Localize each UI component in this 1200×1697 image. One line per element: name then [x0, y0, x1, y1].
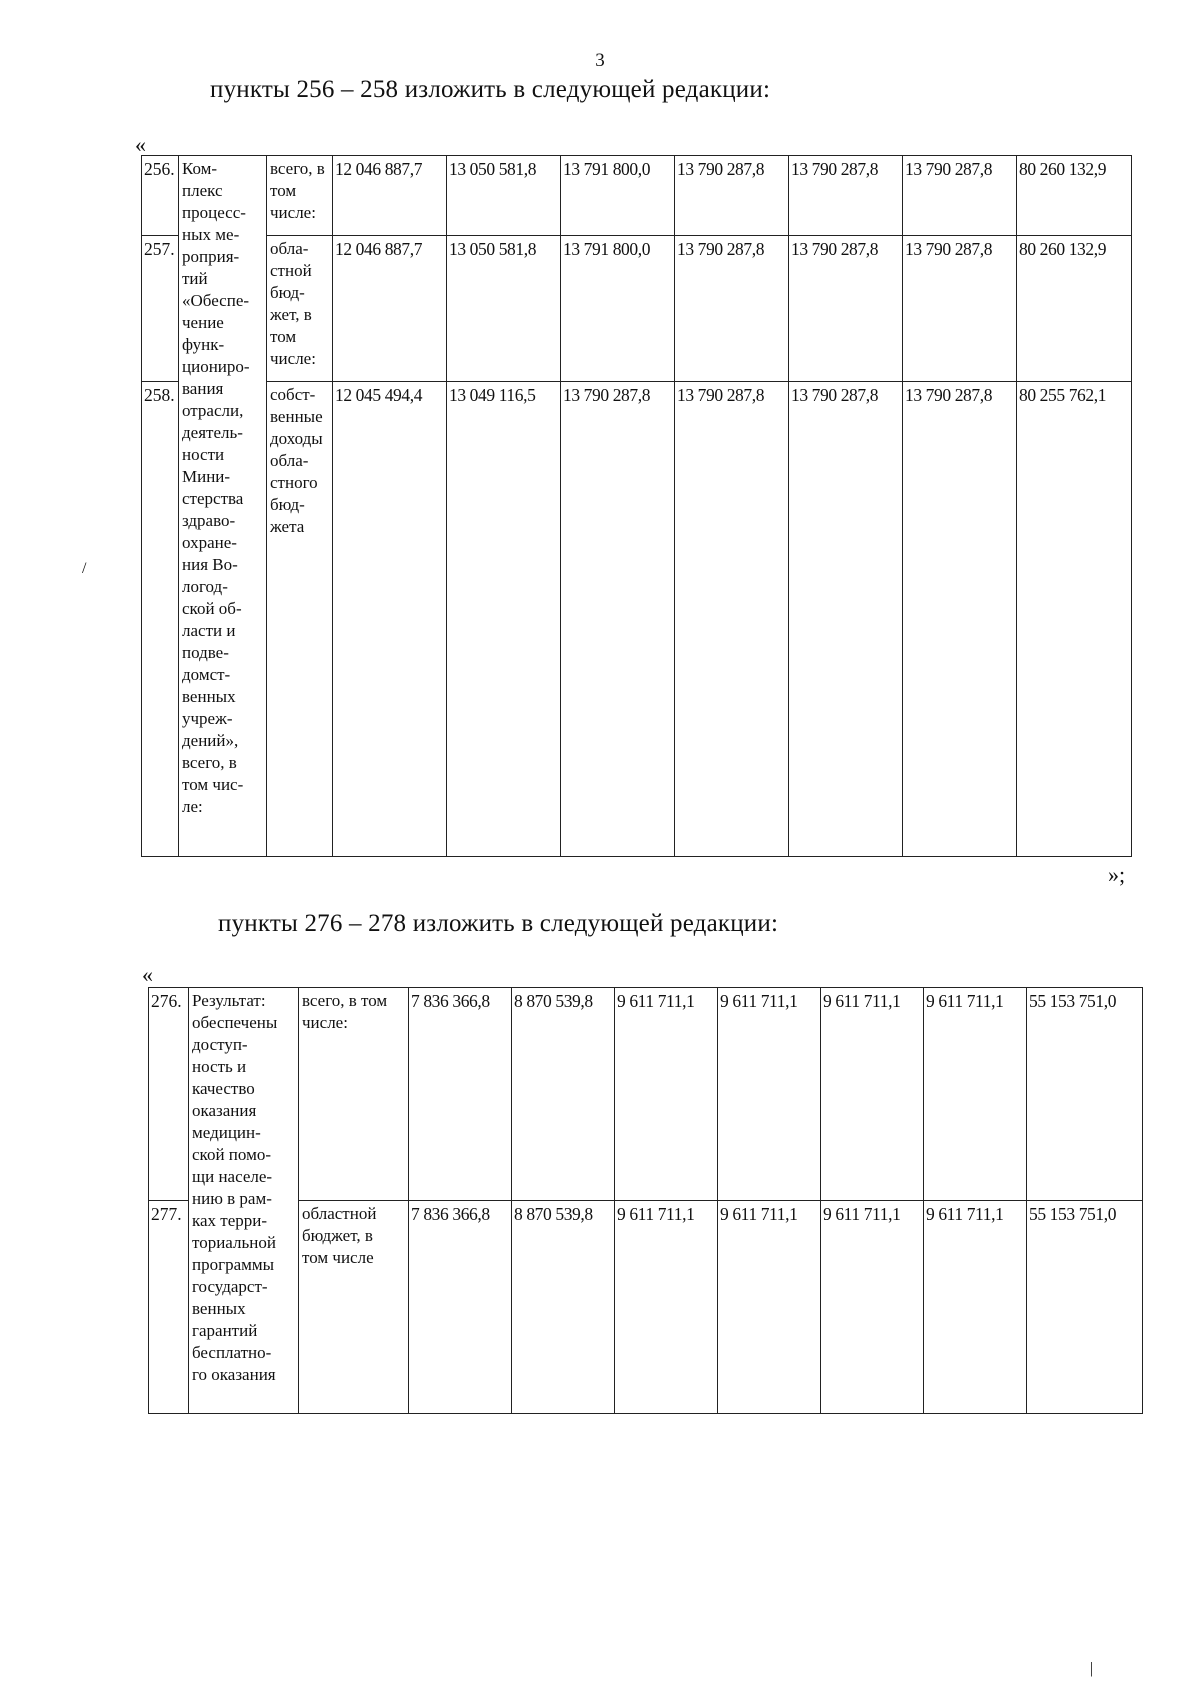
text-line: ность и — [192, 1057, 247, 1076]
text-line: числе: — [302, 1013, 348, 1032]
text-line: циониро- — [182, 357, 250, 376]
funding-source-text — [270, 384, 330, 538]
table-row — [149, 988, 1143, 1201]
text-line: охране- — [182, 533, 237, 552]
section1-open-quote: « — [135, 132, 146, 157]
value-cell: 13 790 287,8 — [675, 382, 789, 857]
text-line: венных — [192, 1299, 246, 1318]
text-line: логод- — [182, 577, 228, 596]
text-line: бесплатно- — [192, 1343, 272, 1362]
text-line: областной — [302, 1204, 377, 1223]
text-line: нию в рам- — [192, 1189, 272, 1208]
text-line: жет, в — [270, 305, 312, 324]
text-line: государст- — [192, 1277, 268, 1296]
value-cell: 13 790 287,8 — [789, 236, 903, 382]
text-line: тий — [182, 269, 208, 288]
funding-source-cell — [299, 1201, 409, 1414]
value-cell: 9 611 711,1 — [821, 1201, 924, 1414]
text-line: роприя- — [182, 247, 240, 266]
text-line: го оказания — [192, 1365, 276, 1384]
text-line: бюд- — [270, 495, 305, 514]
text-line: «Обеспе- — [182, 291, 250, 310]
total-value-cell: 55 153 751,0 — [1027, 988, 1143, 1201]
table-row — [142, 382, 1132, 857]
value-cell: 13 791 800,0 — [561, 156, 675, 236]
total-value-cell: 80 260 132,9 — [1017, 156, 1132, 236]
row-index: 276. — [149, 988, 189, 1201]
text-line: чение — [182, 313, 224, 332]
value-cell: 12 045 494,4 — [333, 382, 447, 857]
row-index: 257. — [142, 236, 179, 382]
value-cell: 13 790 287,8 — [675, 236, 789, 382]
text-line: подве- — [182, 643, 229, 662]
text-line: программы — [192, 1255, 275, 1274]
row-index: 256. — [142, 156, 179, 236]
funding-source-text — [302, 1203, 406, 1269]
table-row — [142, 236, 1132, 382]
text-line: ках терри- — [192, 1211, 268, 1230]
text-line: ния Во- — [182, 555, 238, 574]
text-line: бюд- — [270, 283, 305, 302]
text-line: Результат: — [192, 991, 266, 1010]
text-line: доходы — [270, 429, 323, 448]
value-cell: 9 611 711,1 — [821, 988, 924, 1201]
value-cell: 13 790 287,8 — [789, 382, 903, 857]
value-cell: 13 790 287,8 — [561, 382, 675, 857]
row-index: 277. — [149, 1201, 189, 1414]
value-cell: 13 790 287,8 — [903, 236, 1017, 382]
text-line: том — [270, 327, 297, 346]
value-cell: 9 611 711,1 — [615, 1201, 718, 1414]
text-line: функ- — [182, 335, 225, 354]
funding-source-text — [270, 238, 330, 370]
section1-close-quote: »; — [1108, 862, 1126, 887]
text-line: ле: — [182, 797, 203, 816]
total-value-cell: 80 260 132,9 — [1017, 236, 1132, 382]
value-cell: 8 870 539,8 — [512, 1201, 615, 1414]
value-cell: 12 046 887,7 — [333, 236, 447, 382]
text-line: качество — [192, 1079, 255, 1098]
text-line: обла- — [270, 451, 309, 470]
table-row — [149, 1201, 1143, 1414]
text-line: собст- — [270, 385, 316, 404]
funding-source-cell — [267, 156, 333, 236]
text-line: ской помо- — [192, 1145, 271, 1164]
text-line: ласти и — [182, 621, 236, 640]
value-cell: 9 611 711,1 — [924, 1201, 1027, 1414]
text-line: стного — [270, 473, 318, 492]
funding-source-text — [302, 990, 406, 1034]
section2-table — [148, 987, 1143, 1414]
value-cell: 7 836 366,8 — [409, 1201, 512, 1414]
text-line: гарантий — [192, 1321, 258, 1340]
text-line: плекс — [182, 181, 223, 200]
text-line: ториальной — [192, 1233, 276, 1252]
text-line: ных ме- — [182, 225, 240, 244]
value-cell: 13 050 581,8 — [447, 156, 561, 236]
text-line: медицин- — [192, 1123, 261, 1142]
funding-source-cell — [267, 382, 333, 857]
result-name-cell — [189, 988, 299, 1414]
value-cell: 8 870 539,8 — [512, 988, 615, 1201]
text-line: Мини- — [182, 467, 231, 486]
text-line: щи населе- — [192, 1167, 273, 1186]
text-line: ской об- — [182, 599, 242, 618]
value-cell: 13 050 581,8 — [447, 236, 561, 382]
funding-source-cell — [299, 988, 409, 1201]
text-line: учреж- — [182, 709, 233, 728]
text-line: оказания — [192, 1101, 257, 1120]
page-number: 3 — [595, 50, 605, 71]
value-cell: 9 611 711,1 — [615, 988, 718, 1201]
value-cell: 13 791 800,0 — [561, 236, 675, 382]
funding-source-text — [270, 158, 330, 224]
text-line: деятель- — [182, 423, 243, 442]
funding-source-cell — [267, 236, 333, 382]
text-line: венные — [270, 407, 323, 426]
value-cell: 13 790 287,8 — [903, 382, 1017, 857]
value-cell: 13 790 287,8 — [675, 156, 789, 236]
text-line: стной — [270, 261, 312, 280]
text-line: здраво- — [182, 511, 236, 530]
text-line: бюджет, в — [302, 1226, 373, 1245]
result-name-text — [192, 990, 296, 1386]
value-cell: 13 790 287,8 — [789, 156, 903, 236]
text-line: числе: — [270, 203, 316, 222]
text-line: том числе — [302, 1248, 374, 1267]
text-line: вания — [182, 379, 224, 398]
text-line: всего, в — [182, 753, 237, 772]
text-line: стерства — [182, 489, 244, 508]
value-cell: 9 611 711,1 — [718, 988, 821, 1201]
text-line: домст- — [182, 665, 231, 684]
text-line: доступ- — [192, 1035, 248, 1054]
text-line: процесс- — [182, 203, 246, 222]
value-cell: 9 611 711,1 — [718, 1201, 821, 1414]
text-line: обеспечены — [192, 1013, 278, 1032]
text-line: том чис- — [182, 775, 244, 794]
value-cell: 9 611 711,1 — [924, 988, 1027, 1201]
text-line: обла- — [270, 239, 309, 258]
section1-table — [141, 155, 1132, 857]
total-value-cell: 80 255 762,1 — [1017, 382, 1132, 857]
value-cell: 13 790 287,8 — [903, 156, 1017, 236]
text-line: Ком- — [182, 159, 218, 178]
text-line: всего, в — [270, 159, 325, 178]
text-line: отрасли, — [182, 401, 244, 420]
text-line: ности — [182, 445, 225, 464]
section2-heading: пункты 276 – 278 изложить в следующей редакции: — [218, 910, 779, 937]
text-line: всего, в том — [302, 991, 388, 1010]
value-cell: 13 049 116,5 — [447, 382, 561, 857]
text-line: жета — [270, 517, 305, 536]
text-line: числе: — [270, 349, 316, 368]
table-row — [142, 156, 1132, 236]
text-line: дений», — [182, 731, 239, 750]
row-index: 258. — [142, 382, 179, 857]
program-name-text — [182, 158, 264, 818]
margin-tick-mark: | — [1090, 1660, 1094, 1677]
text-line: том — [270, 181, 297, 200]
section1-heading: пункты 256 – 258 изложить в следующей редакции: — [210, 76, 771, 103]
section2-open-quote: « — [142, 962, 153, 987]
value-cell: 7 836 366,8 — [409, 988, 512, 1201]
program-name-cell — [179, 156, 267, 857]
total-value-cell: 55 153 751,0 — [1027, 1201, 1143, 1414]
text-line: венных — [182, 687, 236, 706]
value-cell: 12 046 887,7 — [333, 156, 447, 236]
margin-tick-mark: / — [82, 560, 87, 577]
